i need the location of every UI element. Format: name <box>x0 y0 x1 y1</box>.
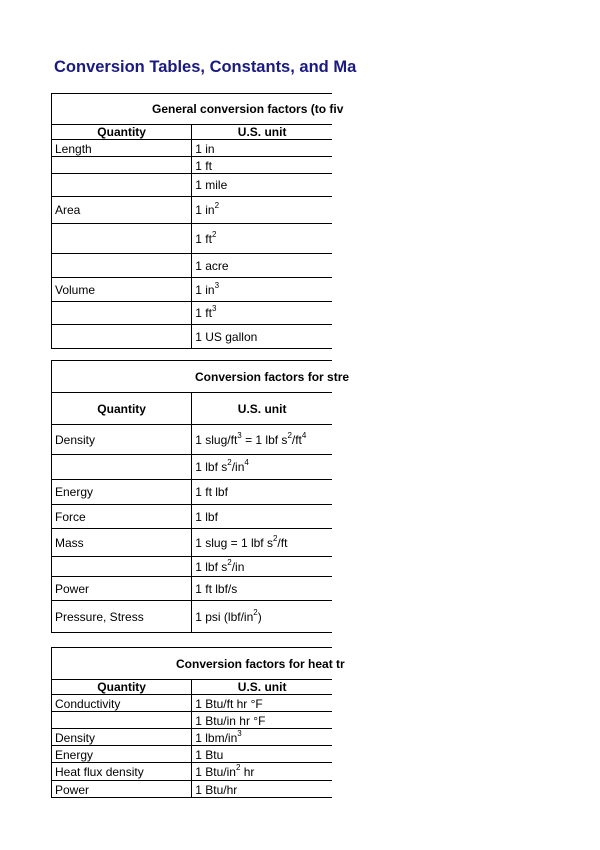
quantity-cell: Mass <box>52 529 192 557</box>
quantity-cell: Density <box>52 425 192 455</box>
table-row <box>52 505 333 529</box>
unit-cell: 1 psi $(lbf/in^2)$ <box>192 601 332 633</box>
unit-cell: 1 $ft^2$ <box>192 224 332 254</box>
column-header-quantity: Quantity <box>52 125 192 140</box>
quantity-cell: Force <box>52 505 192 529</box>
table-row <box>52 325 333 349</box>
quantity-cell <box>52 174 192 197</box>
unit-cell: 1 $ft^3$ <box>192 302 332 325</box>
unit-cell: 1 slug/$ft^3 = 1$ lbf $s^2/ft^4$ <box>192 425 332 455</box>
quantity-cell: Volume <box>52 278 192 302</box>
quantity-cell: Pressure, Stress <box>52 601 192 633</box>
quantity-cell <box>52 712 192 729</box>
unit-cell: 1 ft lbf <box>192 480 332 505</box>
unit-cell: 1 ft lbf/s <box>192 577 332 601</box>
table-caption: General conversion factors (to fiv <box>52 94 333 125</box>
column-header-unit: U.S. unit <box>192 125 332 140</box>
table-caption: Conversion factors for heat tr <box>52 648 333 680</box>
quantity-cell <box>52 325 192 349</box>
unit-cell: 1 Btu/in hr °F <box>192 712 332 729</box>
quantity-cell <box>52 157 192 174</box>
unit-cell: 1 lbf $s^2/in$ <box>192 557 332 577</box>
quantity-cell <box>52 455 192 480</box>
table-row <box>52 781 333 798</box>
page-title: Conversion Tables, Constants, and Ma <box>54 58 357 76</box>
quantity-cell <box>52 557 192 577</box>
column-header-unit: U.S. unit <box>192 393 332 425</box>
table-row <box>52 729 333 746</box>
column-header-unit: U.S. unit <box>192 680 332 695</box>
unit-cell: 1 US gallon <box>192 325 332 349</box>
unit-cell: 1 acre <box>192 254 332 278</box>
quantity-cell: Conductivity <box>52 695 192 712</box>
quantity-cell: Power <box>52 577 192 601</box>
table-row <box>52 140 333 157</box>
unit-cell: 1 $in^2$ <box>192 197 332 224</box>
unit-cell: 1 ft <box>192 157 332 174</box>
table-row <box>52 224 333 254</box>
unit-cell: 1 Btu/hr <box>192 781 332 798</box>
heat-transfer-conversion-table <box>51 647 345 798</box>
unit-cell: 1 lbf $s^2/in^4$ <box>192 455 332 480</box>
table-row <box>52 712 333 729</box>
table-row <box>52 601 333 633</box>
unit-cell: 1 mile <box>192 174 332 197</box>
table-row <box>52 302 333 325</box>
table-row <box>52 763 333 781</box>
unit-cell: 1 in <box>192 140 332 157</box>
table-row <box>52 746 333 763</box>
table-row <box>52 278 333 302</box>
quantity-cell: Energy <box>52 746 192 763</box>
quantity-cell: Length <box>52 140 192 157</box>
quantity-cell <box>52 254 192 278</box>
quantity-cell: Power <box>52 781 192 798</box>
table-caption: Conversion factors for stre <box>52 361 333 393</box>
unit-cell: 1 Btu/ft hr °F <box>192 695 332 712</box>
quantity-cell: Energy <box>52 480 192 505</box>
unit-cell: 1 lbm/$in^3$ <box>192 729 332 746</box>
table-row <box>52 557 333 577</box>
unit-cell: 1 Btu/$in^2$ hr <box>192 763 332 781</box>
table-row <box>52 157 333 174</box>
quantity-cell <box>52 302 192 325</box>
quantity-cell: Area <box>52 197 192 224</box>
table-row <box>52 455 333 480</box>
column-header-quantity: Quantity <box>52 393 192 425</box>
table-row <box>52 577 333 601</box>
table-row <box>52 529 333 557</box>
table-row <box>52 197 333 224</box>
table-row <box>52 480 333 505</box>
table-row <box>52 695 333 712</box>
column-header-quantity: Quantity <box>52 680 192 695</box>
quantity-cell: Density <box>52 729 192 746</box>
unit-cell: 1 lbf <box>192 505 332 529</box>
quantity-cell <box>52 224 192 254</box>
unit-cell: 1 $in^3$ <box>192 278 332 302</box>
unit-cell: 1 slug = 1 lbf $s^2/ft$ <box>192 529 332 557</box>
stress-conversion-table <box>51 360 350 633</box>
table-row <box>52 254 333 278</box>
general-conversion-table <box>51 93 344 349</box>
table-row <box>52 425 333 455</box>
quantity-cell: Heat flux density <box>52 763 192 781</box>
table-row <box>52 174 333 197</box>
unit-cell: 1 Btu <box>192 746 332 763</box>
